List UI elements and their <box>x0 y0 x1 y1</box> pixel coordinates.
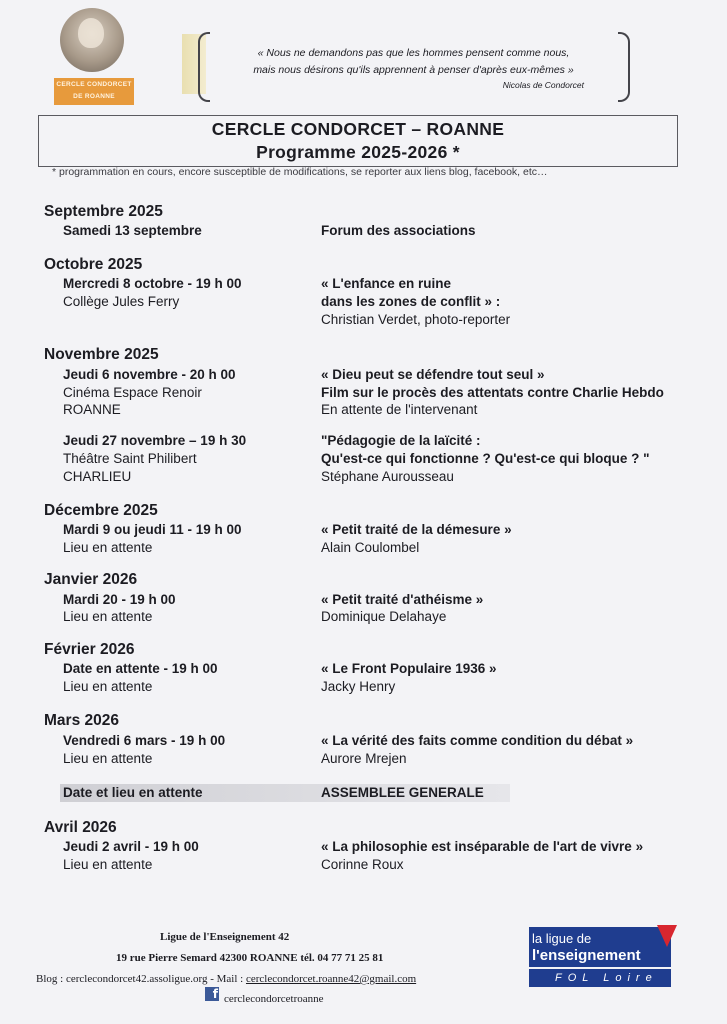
event-date: Date et lieu en attente <box>63 785 203 800</box>
event-speaker: Alain Coulombel <box>321 540 420 555</box>
event-title: « Petit traité de la démesure » <box>321 522 512 537</box>
ligue-logo-line-1: la ligue de <box>532 931 592 946</box>
red-flag-shape <box>657 925 677 947</box>
logo-label: CERCLE CONDORCET DE ROANNE <box>54 78 134 105</box>
event-title: « Petit traité d'athéisme » <box>321 592 484 607</box>
event-title: Forum des associations <box>321 223 476 238</box>
event-place: Collège Jules Ferry <box>63 294 180 309</box>
event-title: "Pédagogie de la laïcité : <box>321 433 481 448</box>
title-box <box>38 115 678 167</box>
event-place: Lieu en attente <box>63 751 153 766</box>
month-heading: Janvier 2026 <box>44 571 138 588</box>
footer-contact <box>36 973 416 985</box>
event-title: Qu'est-ce qui fonctionne ? Qu'est-ce qui bloque ? " <box>321 451 650 466</box>
event-place: Lieu en attente <box>63 679 153 694</box>
page-title: CERCLE CONDORCET – ROANNE <box>211 119 505 139</box>
month-heading: Avril 2026 <box>44 819 117 836</box>
event-title: « La philosophie est inséparable de l'art de vivre » <box>321 839 644 854</box>
event-place: ROANNE <box>63 402 121 417</box>
programme-note: * programmation en cours, encore susceptible de modifications, se reporter aux liens blog, facebook, etc… <box>52 166 548 178</box>
left-brace <box>198 32 210 102</box>
event-date: Vendredi 6 mars - 19 h 00 <box>63 733 226 748</box>
quote-line-2: mais nous désirons qu'ils apprennent à penser d'après eux-mêmes » <box>253 64 574 76</box>
event-date: Mardi 9 ou jeudi 11 - 19 h 00 <box>63 522 242 537</box>
footer-address: 19 rue Pierre Semard 42300 ROANNE tél. 04 77 71 25 81 <box>116 952 384 964</box>
event-speaker: Aurore Mrejen <box>321 751 407 766</box>
event-title: ASSEMBLEE GENERALE <box>321 785 484 800</box>
month-heading: Décembre 2025 <box>44 502 158 519</box>
event-date: Jeudi 6 novembre - 20 h 00 <box>63 367 236 382</box>
event-place: Lieu en attente <box>63 609 153 624</box>
footer-blog: Blog : cerclecondorcet42.assoligue.org - Mail : <box>36 973 246 985</box>
event-speaker: Dominique Delahaye <box>321 609 447 624</box>
event-title: « L'enfance en ruine <box>321 276 451 291</box>
event-date: Samedi 13 septembre <box>63 223 202 238</box>
month-heading: Février 2026 <box>44 641 135 658</box>
month-heading: Septembre 2025 <box>44 203 163 220</box>
event-speaker: En attente de l'intervenant <box>321 402 478 417</box>
month-heading: Octobre 2025 <box>44 256 143 273</box>
right-brace <box>618 32 630 102</box>
event-place: Théâtre Saint Philibert <box>63 451 197 466</box>
footer-org: Ligue de l'Enseignement 42 <box>160 931 290 943</box>
event-date: Jeudi 2 avril - 19 h 00 <box>63 839 199 854</box>
ligue-logo-line-3: FOL Loire <box>529 969 671 987</box>
month-heading: Mars 2026 <box>44 712 119 729</box>
event-speaker: Corinne Roux <box>321 857 404 872</box>
month-heading: Novembre 2025 <box>44 346 159 363</box>
event-title: « Dieu peut se défendre tout seul » <box>321 367 545 382</box>
event-place: CHARLIEU <box>63 469 132 484</box>
ligue-enseignement-logo <box>529 925 679 991</box>
event-title: « Le Front Populaire 1936 » <box>321 661 497 676</box>
quote-line-1: « Nous ne demandons pas que les hommes pensent comme nous, <box>257 47 570 59</box>
quote-box <box>180 28 630 100</box>
quote-text <box>216 45 611 79</box>
event-date: Mardi 20 - 19 h 00 <box>63 592 176 607</box>
event-speaker: Jacky Henry <box>321 679 396 694</box>
event-title: Film sur le procès des attentats contre Charlie Hebdo <box>321 385 664 400</box>
ligue-logo-line-2: l'enseignement <box>532 947 641 964</box>
event-speaker: Christian Verdet, photo-reporter <box>321 312 511 327</box>
event-date: Mercredi 8 octobre - 19 h 00 <box>63 276 242 291</box>
quote-author: Nicolas de Condorcet <box>502 80 584 90</box>
event-title: « La vérité des faits comme condition du débat » <box>321 733 634 748</box>
event-speaker: Stéphane Aurousseau <box>321 469 454 484</box>
event-title: dans les zones de conflit » : <box>321 294 501 309</box>
footer-facebook[interactable]: cerclecondorcetroanne <box>224 993 324 1005</box>
footer-mail-link[interactable]: cerclecondorcet.roanne42@gmail.com <box>245 973 417 985</box>
event-place: Cinéma Espace Renoir <box>63 385 202 400</box>
page-subtitle: Programme 2025-2026 * <box>256 142 460 162</box>
facebook-icon[interactable]: f <box>205 987 219 1001</box>
event-place: Lieu en attente <box>63 540 153 555</box>
cercle-condorcet-logo <box>54 8 136 100</box>
condorcet-portrait-image <box>60 8 124 72</box>
event-date: Date en attente - 19 h 00 <box>63 661 218 676</box>
event-place: Lieu en attente <box>63 857 153 872</box>
event-date: Jeudi 27 novembre – 19 h 30 <box>63 433 247 448</box>
